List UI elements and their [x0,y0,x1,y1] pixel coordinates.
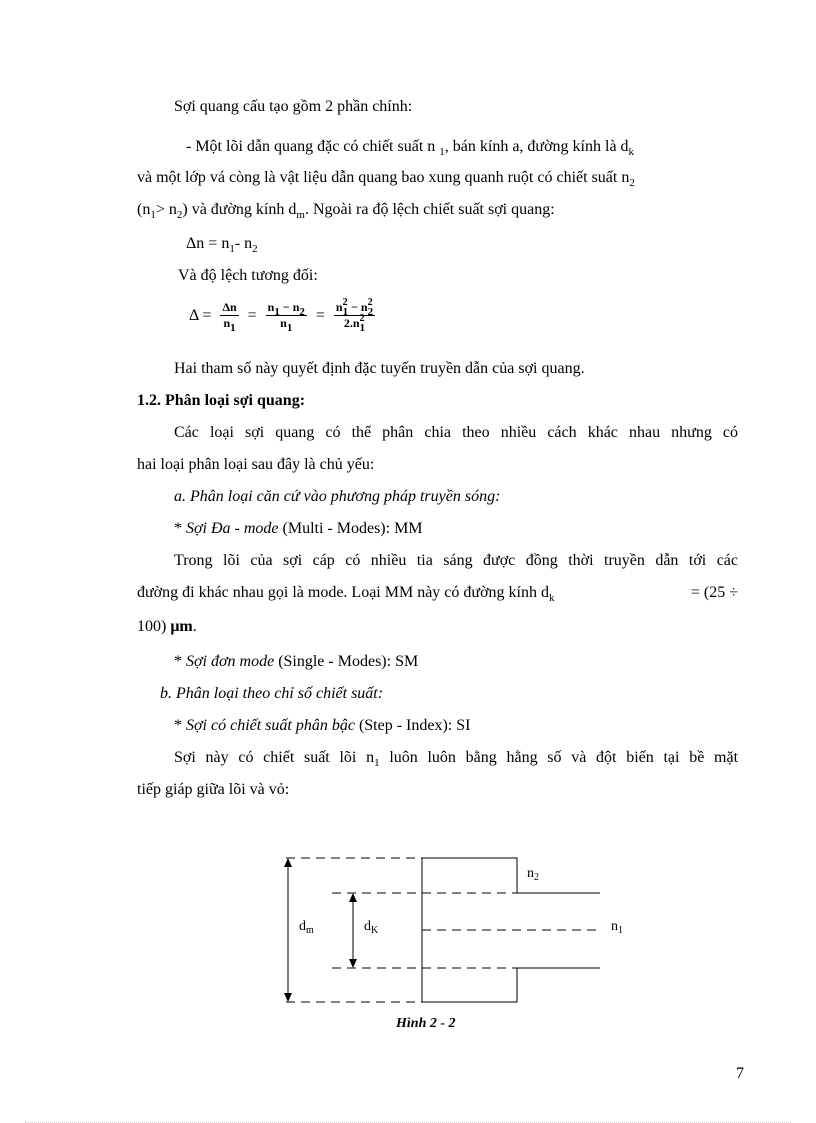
text-line: Sợi này có chiết suất lõi $n_1$ luôn luôn bằng hằng số và đột biến tại bề mặt [174,749,739,769]
text-line: Và độ lệch tương đối: [178,267,318,284]
subheading-a: a. Phân loại căn cứ vào phương pháp truyền sóng: [174,488,501,505]
fraction: $\frac{n^2_1 - n^2_2}{2.n^2_1}$ [335,297,374,334]
dm-arrowhead-top [284,858,292,867]
dm-label: $d_m$ [299,919,314,936]
n1-label: $n_1$ [611,919,623,936]
index-profile [422,858,600,893]
dm-arrowhead-bottom [284,993,292,1002]
n2-label: $n_2$ [527,866,539,883]
list-item: * Sợi đơn mode (Single - Modes): SM [174,653,419,670]
step-index-fiber-figure [270,845,650,1035]
text-line: - Một lõi dẫn quang đặc có chiết suất n $_1$, bán kính a, đường kính là $d_k$ [186,138,635,158]
text-line: 100) μm. [137,618,197,635]
index-profile-lower [422,968,600,1002]
figure-caption: Hình 2 - 2 [396,1016,456,1031]
text-line: Trong lõi của sợi cáp có nhiều tia sáng được đồng thời truyền dẫn tới các [174,552,738,569]
text-line: và một lớp vá còng là vật liệu dẫn quang bao xung quanh ruột có chiết suất $n_2$ [137,169,635,189]
list-item: * Sợi Đa - mode (Multi - Modes): MM [174,520,423,537]
dk-arrowhead-top [349,893,357,902]
formula-relative-delta: Δ = $\frac{\Delta n}{n_1}$ = $\frac{n_1 - n_2}{n_1}$ = $\frac{n^2_1 - n^2_2}{2.n^2_1}$ [189,297,374,334]
fraction: $\frac{n_1 - n_2}{n_1}$ [267,300,305,334]
text-line: tiếp giáp giữa lõi và vỏ: [137,781,290,798]
dk-label: $d_K$ [364,919,379,936]
subheading-b: b. Phân loại theo chỉ số chiết suất: [160,685,384,702]
fraction: $\frac{\Delta n}{n_1}$ [222,300,237,334]
page-number: 7 [736,1065,744,1082]
text-line: đường đi khác nhau gọi là mode. Loại MM này có đường kính $d_k$ = (25 ÷ [137,584,738,604]
text-line: $(n_1> n_2)$ và đường kính $d_m$. Ngoài ra độ lệch chiết suất sợi quang: [137,201,555,221]
dk-arrowhead-bottom [349,959,357,968]
section-heading: 1.2. Phân loại sợi quang: [137,392,306,409]
list-item: * Sợi có chiết suất phân bậc (Step - Index): SI [174,717,471,734]
text-line: Các loại sợi quang có thể phân chia theo nhiều cách khác nhau nhưng có [174,424,738,441]
text-line: hai loại phân loại sau đây là chủ yếu: [137,456,375,473]
text-line: Sợi quang cấu tạo gồm 2 phần chính: [174,98,413,115]
text-line: Hai tham số này quyết định đặc tuyến truyền dẫn của sợi quang. [174,360,585,377]
formula-delta-n: $\Delta n = n_1-$ $n_2$ [186,235,258,255]
